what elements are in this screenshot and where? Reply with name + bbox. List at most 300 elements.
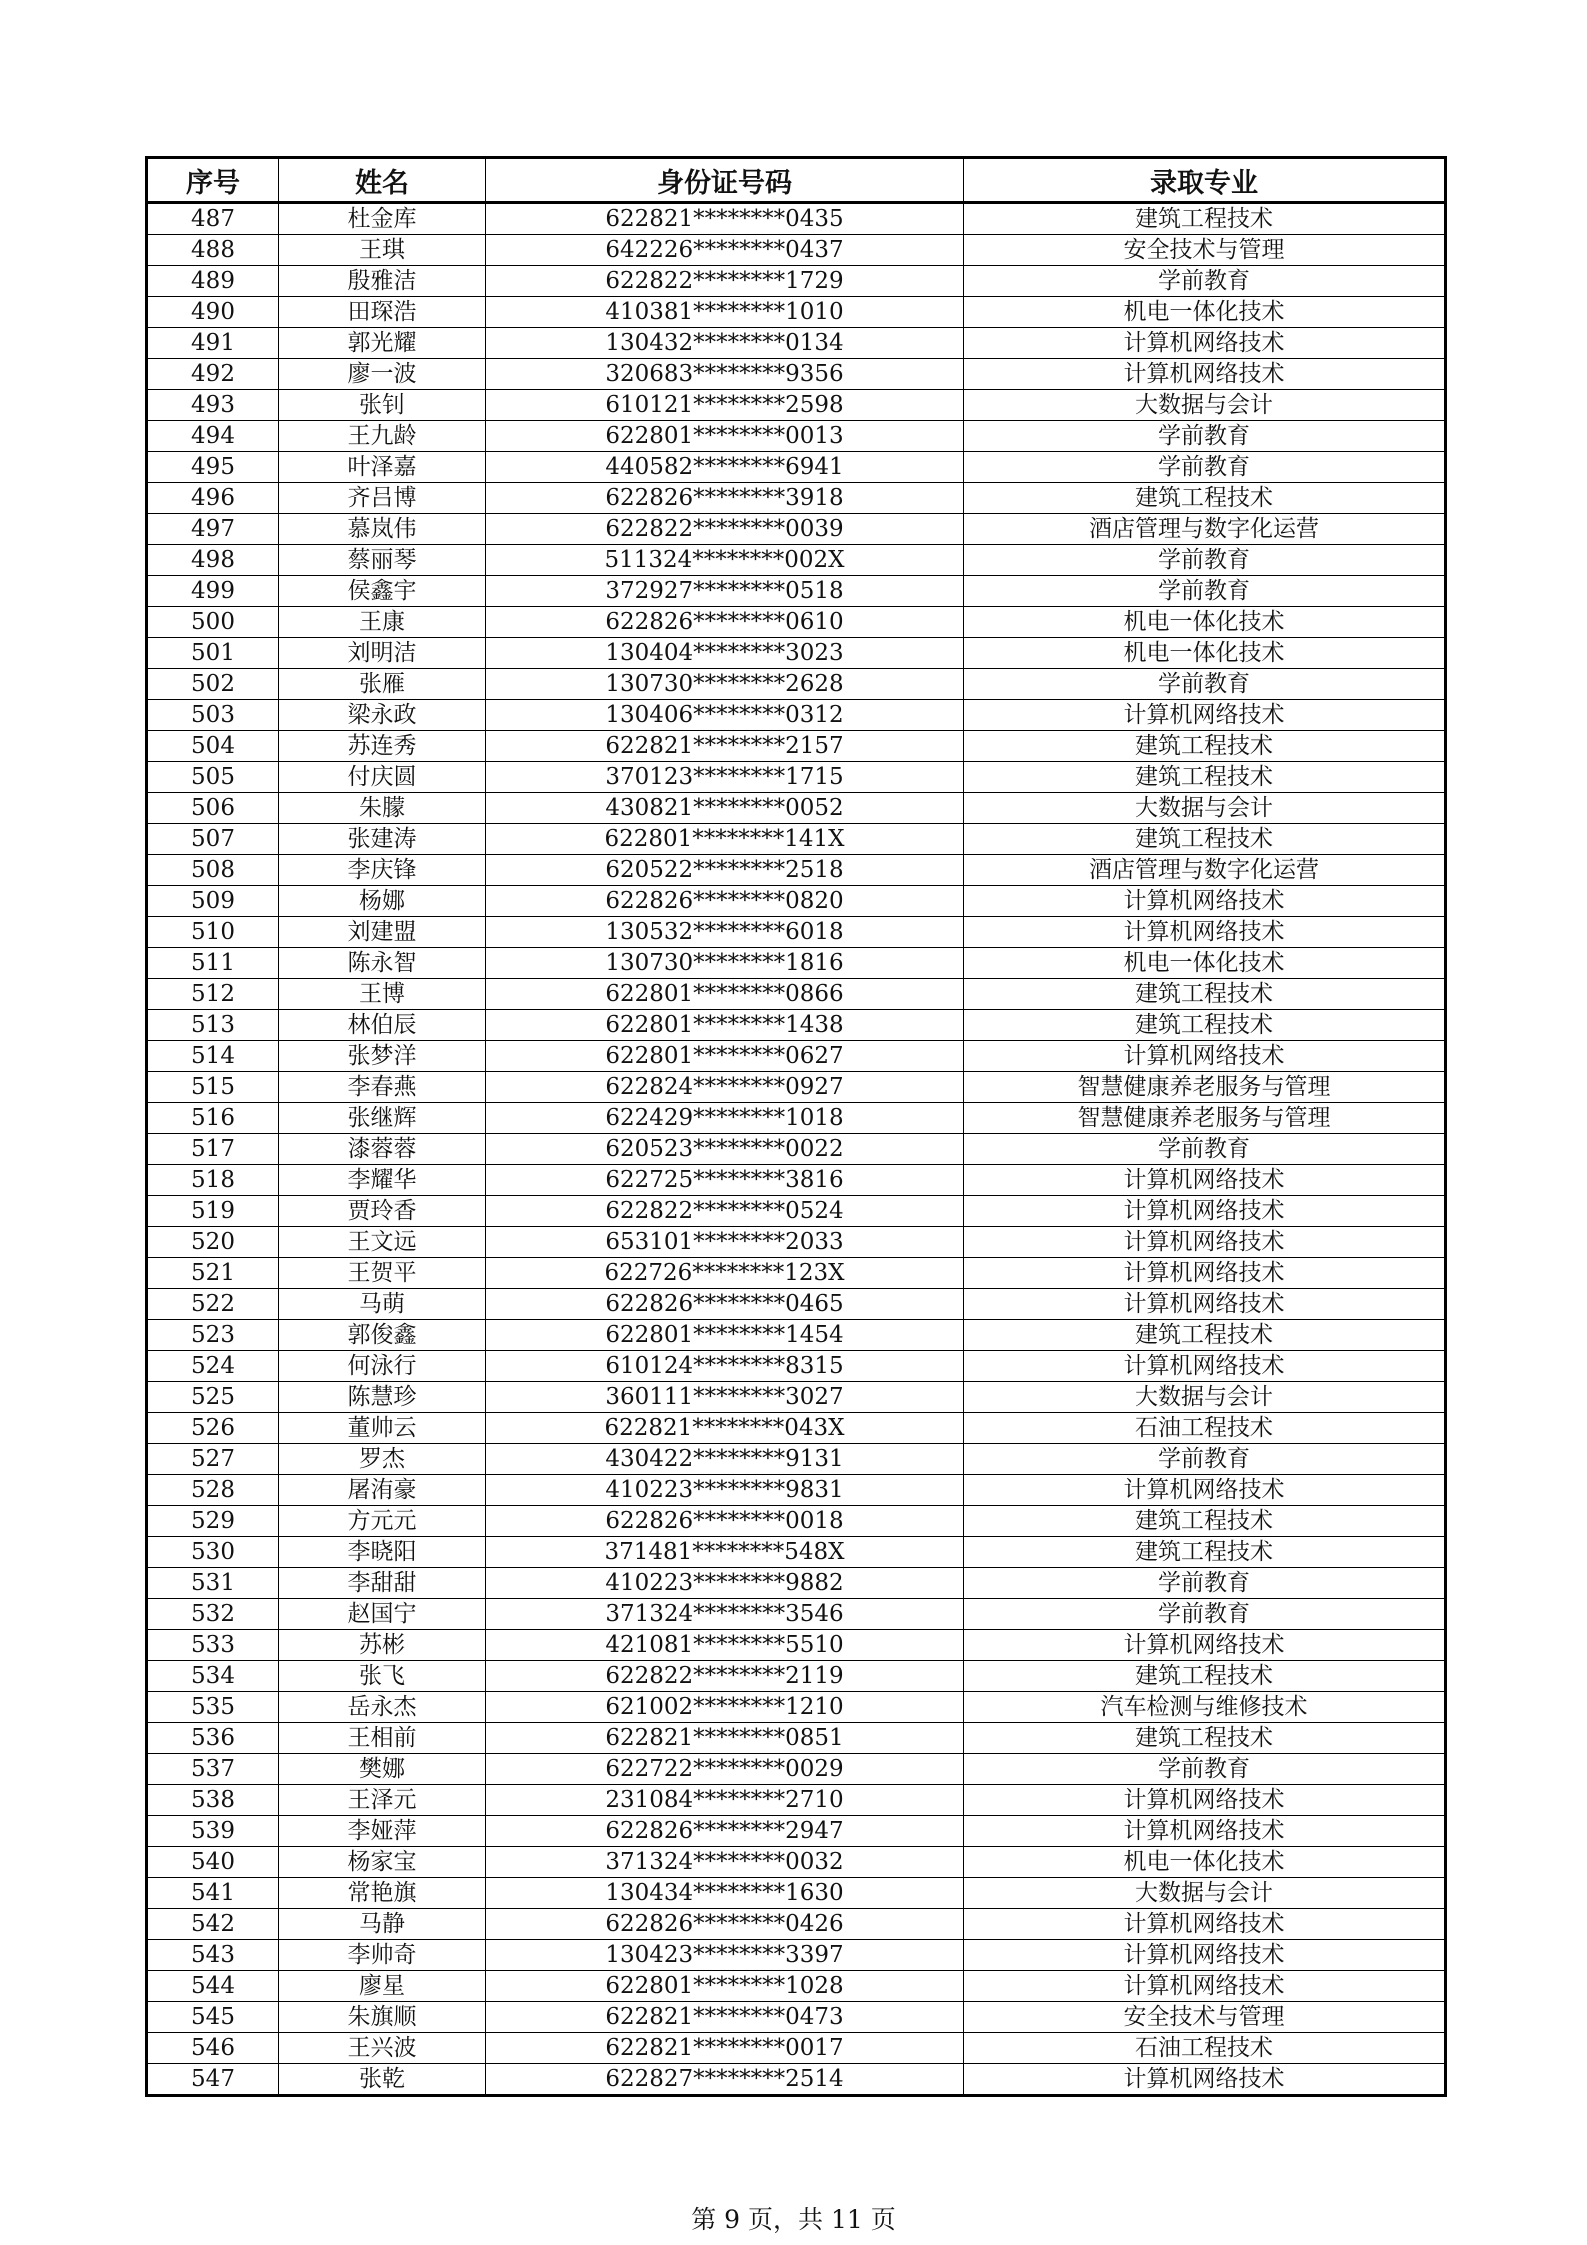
table-row	[147, 2064, 1446, 2096]
cell-id-number: 622822********2119	[486, 1661, 964, 1692]
table-row	[147, 1506, 1446, 1537]
table-row	[147, 1599, 1446, 1630]
cell-index: 507	[147, 824, 279, 855]
table-row	[147, 545, 1446, 576]
cell-major: 计算机网络技术	[964, 328, 1446, 359]
cell-id-number: 130730********1816	[486, 948, 964, 979]
table-row	[147, 762, 1446, 793]
cell-index: 505	[147, 762, 279, 793]
table-row	[147, 979, 1446, 1010]
cell-index: 502	[147, 669, 279, 700]
table-row	[147, 203, 1446, 235]
cell-name: 叶泽嘉	[279, 452, 486, 483]
table-row	[147, 483, 1446, 514]
table-row	[147, 2002, 1446, 2033]
cell-name: 樊娜	[279, 1754, 486, 1785]
cell-id-number: 231084********2710	[486, 1785, 964, 1816]
table-row	[147, 1537, 1446, 1568]
cell-major: 建筑工程技术	[964, 483, 1446, 514]
cell-index: 510	[147, 917, 279, 948]
cell-name: 贾玲香	[279, 1196, 486, 1227]
cell-index: 490	[147, 297, 279, 328]
cell-id-number: 622801********1438	[486, 1010, 964, 1041]
cell-name: 王泽元	[279, 1785, 486, 1816]
table-row	[147, 1258, 1446, 1289]
table-row	[147, 1103, 1446, 1134]
cell-id-number: 653101********2033	[486, 1227, 964, 1258]
table-row	[147, 1351, 1446, 1382]
table-row	[147, 1196, 1446, 1227]
cell-name: 蔡丽琴	[279, 545, 486, 576]
cell-major: 学前教育	[964, 1568, 1446, 1599]
cell-name: 慕岚伟	[279, 514, 486, 545]
cell-id-number: 370123********1715	[486, 762, 964, 793]
cell-index: 527	[147, 1444, 279, 1475]
cell-name: 廖星	[279, 1971, 486, 2002]
cell-name: 李甜甜	[279, 1568, 486, 1599]
table-body	[147, 203, 1446, 2096]
cell-major: 计算机网络技术	[964, 1196, 1446, 1227]
cell-id-number: 622826********2947	[486, 1816, 964, 1847]
page-footer: 第 9 页，共 11 页	[691, 2205, 896, 2234]
cell-major: 计算机网络技术	[964, 1909, 1446, 1940]
cell-id-number: 622801********1454	[486, 1320, 964, 1351]
cell-name: 王康	[279, 607, 486, 638]
cell-id-number: 130532********6018	[486, 917, 964, 948]
cell-index: 528	[147, 1475, 279, 1506]
cell-major: 建筑工程技术	[964, 1320, 1446, 1351]
cell-major: 计算机网络技术	[964, 1258, 1446, 1289]
cell-id-number: 622822********1729	[486, 266, 964, 297]
cell-id-number: 622801********1028	[486, 1971, 964, 2002]
cell-major: 计算机网络技术	[964, 1940, 1446, 1971]
cell-major: 安全技术与管理	[964, 235, 1446, 266]
cell-name: 林伯辰	[279, 1010, 486, 1041]
cell-name: 李晓阳	[279, 1537, 486, 1568]
cell-index: 529	[147, 1506, 279, 1537]
cell-major: 大数据与会计	[964, 390, 1446, 421]
cell-major: 学前教育	[964, 266, 1446, 297]
cell-major: 安全技术与管理	[964, 2002, 1446, 2033]
table-row	[147, 421, 1446, 452]
cell-id-number: 622826********0018	[486, 1506, 964, 1537]
cell-id-number: 620523********0022	[486, 1134, 964, 1165]
cell-major: 大数据与会计	[964, 1878, 1446, 1909]
cell-major: 建筑工程技术	[964, 1723, 1446, 1754]
cell-name: 王九龄	[279, 421, 486, 452]
table-row	[147, 1909, 1446, 1940]
cell-index: 493	[147, 390, 279, 421]
cell-index: 525	[147, 1382, 279, 1413]
cell-id-number: 622822********0524	[486, 1196, 964, 1227]
cell-index: 524	[147, 1351, 279, 1382]
table-row	[147, 607, 1446, 638]
cell-index: 488	[147, 235, 279, 266]
table-row	[147, 297, 1446, 328]
cell-major: 计算机网络技术	[964, 359, 1446, 390]
table-row	[147, 1940, 1446, 1971]
cell-id-number: 622801********0627	[486, 1041, 964, 1072]
cell-index: 509	[147, 886, 279, 917]
table-row	[147, 1785, 1446, 1816]
cell-name: 张建涛	[279, 824, 486, 855]
cell-id-number: 430821********0052	[486, 793, 964, 824]
cell-index: 543	[147, 1940, 279, 1971]
cell-name: 王相前	[279, 1723, 486, 1754]
table-row	[147, 1072, 1446, 1103]
cell-id-number: 360111********3027	[486, 1382, 964, 1413]
cell-major: 计算机网络技术	[964, 1351, 1446, 1382]
cell-id-number: 622801********0866	[486, 979, 964, 1010]
cell-index: 487	[147, 203, 279, 235]
cell-major: 建筑工程技术	[964, 1506, 1446, 1537]
cell-name: 杜金库	[279, 203, 486, 235]
header-index: 序号	[147, 158, 279, 203]
cell-id-number: 622725********3816	[486, 1165, 964, 1196]
table-row	[147, 328, 1446, 359]
cell-name: 李春燕	[279, 1072, 486, 1103]
cell-major: 酒店管理与数字化运营	[964, 855, 1446, 886]
cell-name: 侯鑫宇	[279, 576, 486, 607]
cell-index: 508	[147, 855, 279, 886]
cell-index: 547	[147, 2064, 279, 2096]
cell-index: 521	[147, 1258, 279, 1289]
cell-id-number: 622821********0851	[486, 1723, 964, 1754]
cell-name: 朱旗顺	[279, 2002, 486, 2033]
cell-name: 王琪	[279, 235, 486, 266]
cell-name: 董帅云	[279, 1413, 486, 1444]
cell-id-number: 440582********6941	[486, 452, 964, 483]
cell-name: 李帅奇	[279, 1940, 486, 1971]
cell-id-number: 622801********0013	[486, 421, 964, 452]
cell-index: 514	[147, 1041, 279, 1072]
cell-id-number: 622826********0820	[486, 886, 964, 917]
cell-id-number: 622822********0039	[486, 514, 964, 545]
cell-index: 545	[147, 2002, 279, 2033]
cell-id-number: 622429********1018	[486, 1103, 964, 1134]
cell-id-number: 430422********9131	[486, 1444, 964, 1475]
cell-id-number: 372927********0518	[486, 576, 964, 607]
cell-id-number: 130406********0312	[486, 700, 964, 731]
table-row	[147, 1630, 1446, 1661]
cell-id-number: 511324********002X	[486, 545, 964, 576]
cell-id-number: 610121********2598	[486, 390, 964, 421]
cell-index: 506	[147, 793, 279, 824]
cell-index: 526	[147, 1413, 279, 1444]
cell-name: 屠洧豪	[279, 1475, 486, 1506]
cell-id-number: 622821********0017	[486, 2033, 964, 2064]
table-row	[147, 1847, 1446, 1878]
cell-major: 汽车检测与维修技术	[964, 1692, 1446, 1723]
cell-index: 531	[147, 1568, 279, 1599]
cell-major: 石油工程技术	[964, 2033, 1446, 2064]
cell-name: 刘建盟	[279, 917, 486, 948]
cell-major: 智慧健康养老服务与管理	[964, 1072, 1446, 1103]
cell-major: 学前教育	[964, 545, 1446, 576]
cell-id-number: 622726********123X	[486, 1258, 964, 1289]
cell-index: 518	[147, 1165, 279, 1196]
cell-name: 李庆锋	[279, 855, 486, 886]
cell-major: 计算机网络技术	[964, 1041, 1446, 1072]
cell-index: 520	[147, 1227, 279, 1258]
cell-major: 大数据与会计	[964, 793, 1446, 824]
table-row	[147, 793, 1446, 824]
cell-name: 苏彬	[279, 1630, 486, 1661]
cell-major: 计算机网络技术	[964, 1630, 1446, 1661]
table-row	[147, 1289, 1446, 1320]
table-row	[147, 452, 1446, 483]
table-row	[147, 1971, 1446, 2002]
table-row	[147, 1227, 1446, 1258]
cell-major: 计算机网络技术	[964, 1971, 1446, 2002]
cell-index: 516	[147, 1103, 279, 1134]
cell-index: 495	[147, 452, 279, 483]
table-row	[147, 1041, 1446, 1072]
cell-major: 计算机网络技术	[964, 886, 1446, 917]
table-row	[147, 1568, 1446, 1599]
cell-index: 511	[147, 948, 279, 979]
cell-id-number: 320683********9356	[486, 359, 964, 390]
cell-name: 陈慧珍	[279, 1382, 486, 1413]
cell-id-number: 610124********8315	[486, 1351, 964, 1382]
cell-index: 539	[147, 1816, 279, 1847]
cell-index: 489	[147, 266, 279, 297]
cell-name: 李耀华	[279, 1165, 486, 1196]
cell-major: 建筑工程技术	[964, 731, 1446, 762]
cell-name: 张雁	[279, 669, 486, 700]
cell-major: 计算机网络技术	[964, 1289, 1446, 1320]
table-row	[147, 1661, 1446, 1692]
cell-name: 郭俊鑫	[279, 1320, 486, 1351]
cell-major: 机电一体化技术	[964, 638, 1446, 669]
cell-major: 学前教育	[964, 1754, 1446, 1785]
table-row	[147, 576, 1446, 607]
cell-index: 522	[147, 1289, 279, 1320]
table-row	[147, 390, 1446, 421]
cell-name: 马静	[279, 1909, 486, 1940]
cell-index: 542	[147, 1909, 279, 1940]
cell-index: 496	[147, 483, 279, 514]
table-row	[147, 1723, 1446, 1754]
header-name: 姓名	[279, 158, 486, 203]
cell-index: 535	[147, 1692, 279, 1723]
cell-id-number: 622821********043X	[486, 1413, 964, 1444]
table-row	[147, 1816, 1446, 1847]
cell-id-number: 622722********0029	[486, 1754, 964, 1785]
table-row	[147, 1413, 1446, 1444]
table-header-row	[147, 158, 1446, 203]
cell-index: 546	[147, 2033, 279, 2064]
table-row	[147, 514, 1446, 545]
table-row	[147, 1320, 1446, 1351]
cell-major: 大数据与会计	[964, 1382, 1446, 1413]
cell-index: 512	[147, 979, 279, 1010]
header-id-number: 身份证号码	[486, 158, 964, 203]
cell-id-number: 410223********9882	[486, 1568, 964, 1599]
cell-id-number: 130404********3023	[486, 638, 964, 669]
cell-major: 机电一体化技术	[964, 607, 1446, 638]
cell-major: 机电一体化技术	[964, 297, 1446, 328]
cell-name: 张乾	[279, 2064, 486, 2096]
table-row	[147, 1134, 1446, 1165]
cell-major: 建筑工程技术	[964, 1661, 1446, 1692]
cell-name: 杨家宝	[279, 1847, 486, 1878]
cell-index: 513	[147, 1010, 279, 1041]
cell-major: 计算机网络技术	[964, 1785, 1446, 1816]
cell-index: 517	[147, 1134, 279, 1165]
cell-id-number: 371324********3546	[486, 1599, 964, 1630]
cell-id-number: 620522********2518	[486, 855, 964, 886]
cell-major: 学前教育	[964, 1599, 1446, 1630]
table-row	[147, 1754, 1446, 1785]
cell-index: 500	[147, 607, 279, 638]
cell-index: 540	[147, 1847, 279, 1878]
cell-major: 学前教育	[964, 1444, 1446, 1475]
cell-name: 郭光耀	[279, 328, 486, 359]
cell-index: 491	[147, 328, 279, 359]
cell-index: 523	[147, 1320, 279, 1351]
cell-index: 492	[147, 359, 279, 390]
cell-id-number: 622826********3918	[486, 483, 964, 514]
table-row	[147, 235, 1446, 266]
cell-major: 建筑工程技术	[964, 203, 1446, 235]
table-row	[147, 917, 1446, 948]
cell-index: 533	[147, 1630, 279, 1661]
cell-index: 544	[147, 1971, 279, 2002]
cell-name: 岳永杰	[279, 1692, 486, 1723]
table-row	[147, 359, 1446, 390]
cell-id-number: 622827********2514	[486, 2064, 964, 2096]
table-row	[147, 886, 1446, 917]
cell-index: 503	[147, 700, 279, 731]
cell-index: 504	[147, 731, 279, 762]
cell-id-number: 371324********0032	[486, 1847, 964, 1878]
cell-index: 498	[147, 545, 279, 576]
cell-name: 王兴波	[279, 2033, 486, 2064]
cell-name: 王博	[279, 979, 486, 1010]
cell-name: 杨娜	[279, 886, 486, 917]
table-row	[147, 1010, 1446, 1041]
cell-major: 学前教育	[964, 576, 1446, 607]
table-row	[147, 948, 1446, 979]
cell-major: 计算机网络技术	[964, 1816, 1446, 1847]
cell-major: 计算机网络技术	[964, 2064, 1446, 2096]
cell-major: 石油工程技术	[964, 1413, 1446, 1444]
cell-name: 陈永智	[279, 948, 486, 979]
table-row	[147, 638, 1446, 669]
cell-major: 计算机网络技术	[964, 917, 1446, 948]
cell-index: 519	[147, 1196, 279, 1227]
cell-id-number: 622821********0435	[486, 203, 964, 235]
cell-major: 学前教育	[964, 1134, 1446, 1165]
cell-major: 建筑工程技术	[964, 762, 1446, 793]
cell-name: 刘明洁	[279, 638, 486, 669]
cell-name: 张继辉	[279, 1103, 486, 1134]
cell-id-number: 622821********0473	[486, 2002, 964, 2033]
cell-major: 建筑工程技术	[964, 979, 1446, 1010]
table-row	[147, 1382, 1446, 1413]
cell-index: 538	[147, 1785, 279, 1816]
cell-name: 田琛浩	[279, 297, 486, 328]
cell-id-number: 642226********0437	[486, 235, 964, 266]
cell-name: 漆蓉蓉	[279, 1134, 486, 1165]
cell-major: 计算机网络技术	[964, 1227, 1446, 1258]
cell-id-number: 371481********548X	[486, 1537, 964, 1568]
admission-table	[145, 156, 1447, 2097]
cell-index: 515	[147, 1072, 279, 1103]
cell-index: 532	[147, 1599, 279, 1630]
cell-major: 机电一体化技术	[964, 1847, 1446, 1878]
cell-id-number: 130432********0134	[486, 328, 964, 359]
cell-id-number: 410223********9831	[486, 1475, 964, 1506]
table-row	[147, 1475, 1446, 1506]
cell-major: 酒店管理与数字化运营	[964, 514, 1446, 545]
cell-name: 梁永政	[279, 700, 486, 731]
cell-name: 廖一波	[279, 359, 486, 390]
cell-name: 赵国宁	[279, 1599, 486, 1630]
table-row	[147, 731, 1446, 762]
cell-id-number: 622821********2157	[486, 731, 964, 762]
cell-name: 付庆圆	[279, 762, 486, 793]
cell-major: 计算机网络技术	[964, 1475, 1446, 1506]
cell-name: 马萌	[279, 1289, 486, 1320]
table-row	[147, 266, 1446, 297]
cell-name: 何泳行	[279, 1351, 486, 1382]
cell-index: 497	[147, 514, 279, 545]
header-major: 录取专业	[964, 158, 1446, 203]
cell-id-number: 410381********1010	[486, 297, 964, 328]
cell-name: 张钊	[279, 390, 486, 421]
cell-index: 534	[147, 1661, 279, 1692]
cell-major: 建筑工程技术	[964, 824, 1446, 855]
cell-name: 苏连秀	[279, 731, 486, 762]
cell-major: 学前教育	[964, 421, 1446, 452]
cell-name: 王文远	[279, 1227, 486, 1258]
table-row	[147, 700, 1446, 731]
cell-id-number: 622824********0927	[486, 1072, 964, 1103]
table-row	[147, 824, 1446, 855]
cell-id-number: 622826********0465	[486, 1289, 964, 1320]
cell-index: 530	[147, 1537, 279, 1568]
cell-major: 计算机网络技术	[964, 700, 1446, 731]
cell-name: 张飞	[279, 1661, 486, 1692]
cell-name: 齐吕博	[279, 483, 486, 514]
cell-major: 建筑工程技术	[964, 1537, 1446, 1568]
cell-index: 541	[147, 1878, 279, 1909]
cell-index: 499	[147, 576, 279, 607]
cell-major: 建筑工程技术	[964, 1010, 1446, 1041]
cell-name: 朱朦	[279, 793, 486, 824]
cell-id-number: 622801********141X	[486, 824, 964, 855]
cell-index: 501	[147, 638, 279, 669]
cell-id-number: 421081********5510	[486, 1630, 964, 1661]
cell-name: 王贺平	[279, 1258, 486, 1289]
cell-id-number: 621002********1210	[486, 1692, 964, 1723]
cell-index: 536	[147, 1723, 279, 1754]
cell-major: 学前教育	[964, 669, 1446, 700]
table-row	[147, 2033, 1446, 2064]
table-row	[147, 1165, 1446, 1196]
table-row	[147, 1692, 1446, 1723]
cell-index: 494	[147, 421, 279, 452]
table-row	[147, 855, 1446, 886]
cell-major: 计算机网络技术	[964, 1165, 1446, 1196]
cell-name: 张梦洋	[279, 1041, 486, 1072]
cell-name: 常艳旗	[279, 1878, 486, 1909]
cell-name: 李娅萍	[279, 1816, 486, 1847]
cell-major: 机电一体化技术	[964, 948, 1446, 979]
cell-major: 智慧健康养老服务与管理	[964, 1103, 1446, 1134]
